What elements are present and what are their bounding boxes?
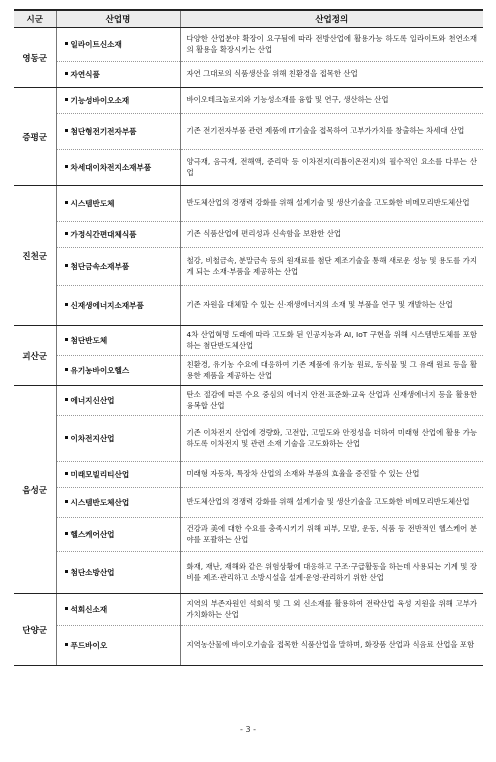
industry-name: 첨단반도체: [70, 336, 108, 345]
definition-cell: 바이오테크놀로지와 기능성소재를 융합 및 연구, 생산하는 산업: [180, 88, 483, 114]
industry-name: 첨단금속소재부품: [70, 262, 130, 271]
industry-name: 미래모빌리티산업: [70, 470, 130, 479]
industry-name: 에너지신산업: [70, 396, 115, 405]
industry-name: 차세대이차전지소재부품: [70, 163, 152, 172]
square-bullet-icon: [65, 165, 68, 168]
table-header-row: [14, 10, 483, 28]
industry-cell: [56, 416, 180, 462]
square-bullet-icon: [65, 500, 68, 503]
industry-cell: [56, 386, 180, 416]
definition-cell: 양극재, 음극재, 전해액, 준리막 등 이차전지(리튬이온전지)의 필수적인 요소를 다루는 산업: [180, 150, 483, 186]
region-cell: 영동군: [14, 28, 56, 88]
industry-cell: [56, 88, 180, 114]
industry-name: 헬스케어산업: [70, 530, 115, 539]
industry-cell: [56, 552, 180, 594]
definition-cell: 화재, 재난, 재해와 같은 위험상황에 대응하고 구조·구급활동을 하는데 사용되는 기계 및 장비를 제조·관리하고 소방시설을 설계·운영·관리하기 위한 산업: [180, 552, 483, 594]
square-bullet-icon: [65, 338, 68, 341]
square-bullet-icon: [65, 264, 68, 267]
table-row: [14, 552, 483, 594]
definition-cell: 친환경, 유기농 수요에 대응하여 기존 제품에 유기농 원료, 동식물 및 그 유래 원료 등을 활용한 제품을 제공하는 산업: [180, 356, 483, 386]
table-row: [14, 518, 483, 552]
definition-cell: 반도체산업의 경쟁력 강화를 위해 설계기술 및 생산기술을 고도화한 비메모리반도체산업: [180, 488, 483, 518]
table-row: [14, 594, 483, 626]
definition-cell: 철강, 비철금속, 분말금속 등의 원재료를 첨단 제조기술을 통해 새로운 성능 및 용도를 가지게 되는 소재·부품을 제공하는 산업: [180, 248, 483, 286]
industry-cell: [56, 28, 180, 62]
definition-cell: 지역의 부존자원인 석회석 및 그 외 신소재를 활용하여 전략산업 육성 지원을 위해 고부가 가치화하는 산업: [180, 594, 483, 626]
definition-cell: 건강과 美에 대한 수요를 충족시키기 위해 피부, 모발, 운동, 식품 등 전반적인 헬스케어 분야를 포괄하는 산업: [180, 518, 483, 552]
table-row: [14, 114, 483, 150]
table-row: [14, 222, 483, 248]
industry-definition-table-container: [14, 9, 483, 666]
industry-name: 유기농바이오헬스: [70, 366, 130, 375]
industry-cell: [56, 594, 180, 626]
definition-cell: 자연 그대로의 식품생산을 위해 친환경을 접목한 산업: [180, 62, 483, 88]
definition-cell: 미래형 자동차, 특장차 산업의 소재와 부품의 효율을 증진할 수 있는 산업: [180, 462, 483, 488]
industry-cell: [56, 462, 180, 488]
header-definition: 산업정의: [180, 10, 483, 28]
industry-cell: [56, 518, 180, 552]
definition-cell: 기존 식품산업에 편리성과 신속함을 보완한 산업: [180, 222, 483, 248]
table-row: [14, 186, 483, 222]
industry-name: 석회신소재: [70, 605, 108, 614]
definition-cell: 다양한 산업분야 확장이 요구됨에 따라 전방산업에 활용가능 하도록 일라이트와 천연소재의 활용을 확장시키는 산업: [180, 28, 483, 62]
table-row: [14, 326, 483, 356]
square-bullet-icon: [65, 129, 68, 132]
table-row: [14, 28, 483, 62]
industry-cell: [56, 248, 180, 286]
square-bullet-icon: [65, 232, 68, 235]
industry-name: 시스템반도체산업: [70, 498, 130, 507]
region-cell: 괴산군: [14, 326, 56, 386]
square-bullet-icon: [65, 472, 68, 475]
table-row: [14, 150, 483, 186]
definition-cell: 기존 전기전자부품 관련 제품에 IT기술을 접목하여 고부가가치를 창출하는 차세대 산업: [180, 114, 483, 150]
header-region: 시군: [14, 10, 56, 28]
industry-cell: [56, 186, 180, 222]
table-row: [14, 386, 483, 416]
table-body: [14, 28, 483, 666]
industry-name: 푸드바이오: [70, 641, 108, 650]
industry-name: 가정식간편대체식품: [70, 230, 137, 239]
region-cell: 음성군: [14, 386, 56, 594]
square-bullet-icon: [65, 398, 68, 401]
table-row: [14, 88, 483, 114]
definition-cell: 지역농산물에 바이오기술을 접목한 식품산업을 말하며, 화장품 산업과 식음료 산업을 포함: [180, 626, 483, 666]
square-bullet-icon: [65, 570, 68, 573]
industry-name: 자연식품: [70, 70, 100, 79]
square-bullet-icon: [65, 303, 68, 306]
header-industry: 산업명: [56, 10, 180, 28]
definition-cell: 4차 산업혁명 도래에 따라 고도화 된 인공지능과 AI, IoT 구현을 위해 시스템반도체를 포함하는 첨단반도체산업: [180, 326, 483, 356]
definition-cell: 탄소 절감에 따른 수요 중심의 에너지 안전·표준화·교육 산업과 신재생에너지 등을 활용한 융복합 산업: [180, 386, 483, 416]
industry-name: 시스템반도체: [70, 199, 115, 208]
industry-cell: [56, 150, 180, 186]
square-bullet-icon: [65, 42, 68, 45]
industry-name: 기능성바이오소재: [70, 96, 130, 105]
table-row: [14, 488, 483, 518]
table-row: [14, 286, 483, 326]
table-row: [14, 248, 483, 286]
page-number: - 3 -: [240, 725, 256, 734]
square-bullet-icon: [65, 72, 68, 75]
table-row: [14, 416, 483, 462]
industry-cell: [56, 326, 180, 356]
region-cell: 단양군: [14, 594, 56, 666]
industry-name: 일라이트신소재: [70, 40, 122, 49]
industry-name: 첨단소방산업: [70, 568, 115, 577]
industry-cell: [56, 626, 180, 666]
table-row: [14, 356, 483, 386]
industry-definition-table: [14, 9, 483, 666]
industry-cell: [56, 356, 180, 386]
definition-cell: 기존 이차전지 산업에 경량화, 고전압, 고밀도와 안정성을 더하여 미래형 산업에 활용 가능하도록 이차전지 및 관련 소재 기술을 고도화하는 산업: [180, 416, 483, 462]
square-bullet-icon: [65, 532, 68, 535]
square-bullet-icon: [65, 201, 68, 204]
square-bullet-icon: [65, 98, 68, 101]
industry-name: 첨단형전기전자부품: [70, 127, 137, 136]
definition-cell: 반도체산업의 경쟁력 강화를 위해 설계기술 및 생산기술을 고도화한 비메모리반도체산업: [180, 186, 483, 222]
square-bullet-icon: [65, 368, 68, 371]
region-cell: 진천군: [14, 186, 56, 326]
table-row: [14, 626, 483, 666]
square-bullet-icon: [65, 607, 68, 610]
industry-cell: [56, 62, 180, 88]
table-row: [14, 462, 483, 488]
industry-name: 이차전지산업: [70, 434, 115, 443]
definition-cell: 기존 자원을 대체할 수 있는 신·재생에너지의 소재 및 부품을 연구 및 개발하는 산업: [180, 286, 483, 326]
industry-name: 신재생에너지소재부품: [70, 301, 144, 310]
table-row: [14, 62, 483, 88]
square-bullet-icon: [65, 436, 68, 439]
industry-cell: [56, 286, 180, 326]
square-bullet-icon: [65, 643, 68, 646]
region-cell: 증평군: [14, 88, 56, 186]
industry-cell: [56, 222, 180, 248]
industry-cell: [56, 488, 180, 518]
industry-cell: [56, 114, 180, 150]
